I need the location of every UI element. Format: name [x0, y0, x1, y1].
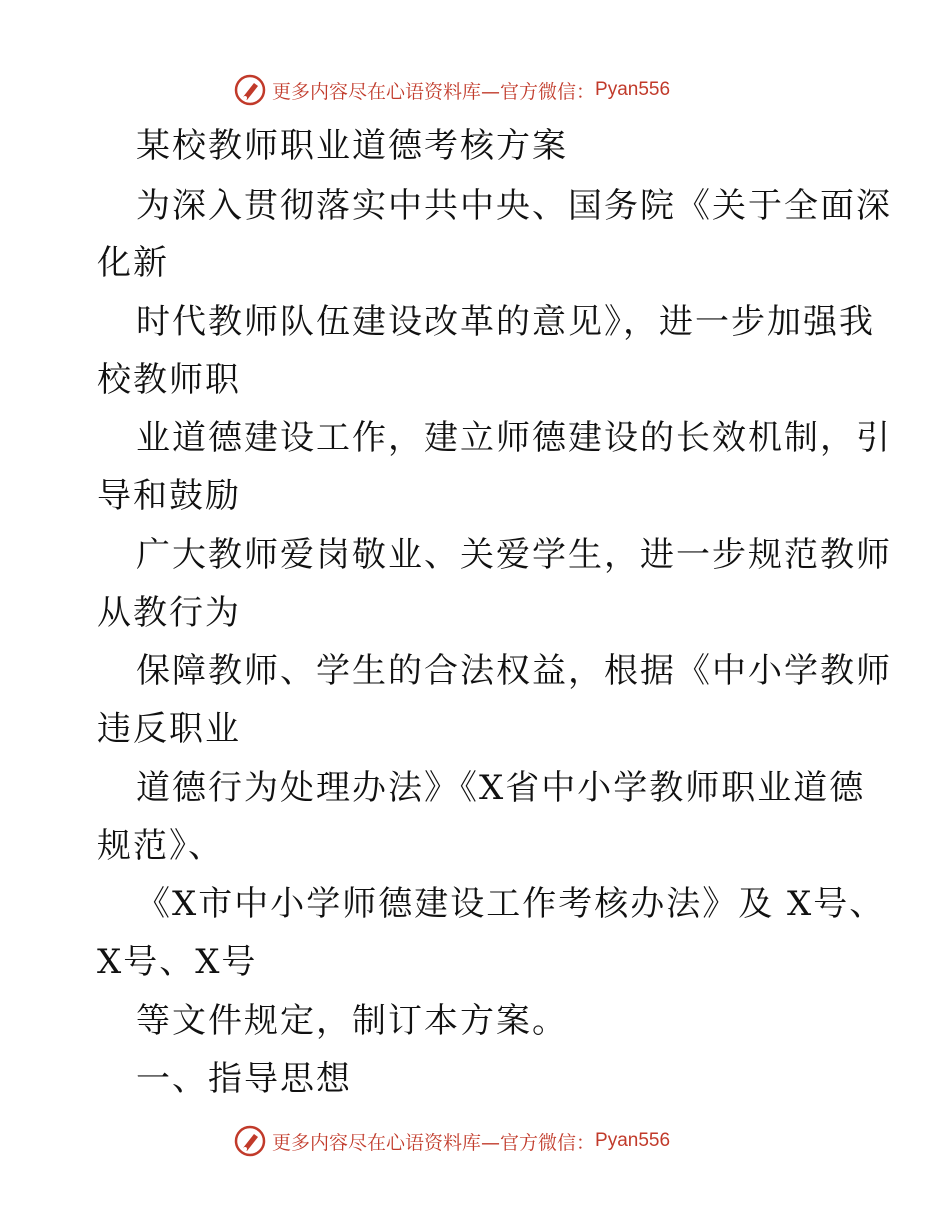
- pen-logo-icon: [234, 74, 266, 106]
- paragraph-line: 校教师职: [97, 360, 241, 400]
- paragraph-line: 规范》、: [97, 826, 224, 866]
- paragraph-line: X号、X号: [97, 942, 258, 982]
- paragraph-line: 《X市中小学师德建设工作考核办法》及 X号、: [136, 884, 886, 924]
- paragraph-line: 为深入贯彻落实中共中央、国务院《关于全面深: [136, 186, 892, 226]
- paragraph-line: 业道德建设工作，建立师德建设的长效机制，引: [136, 418, 892, 458]
- paragraph-line: 道德行为处理办法》《X省中小学教师职业道德: [136, 768, 866, 808]
- paragraph-line: 违反职业: [97, 709, 241, 749]
- banner-text: 更多内容尽在心语资料库—官方微信：: [272, 80, 596, 103]
- paragraph-line: 化新: [97, 243, 169, 283]
- section-heading: 一、指导思想: [136, 1059, 352, 1099]
- footer-banner: [234, 1124, 670, 1158]
- wechat-id: Pyan556: [595, 1130, 671, 1151]
- paragraph-line: 从教行为: [97, 593, 241, 633]
- paragraph-line: 时代教师队伍建设改革的意见》，进一步加强我: [136, 302, 875, 342]
- wechat-id: Pyan556: [595, 79, 671, 100]
- pen-logo-icon: [234, 1125, 266, 1157]
- paragraph-line: 等文件规定，制订本方案。: [136, 1001, 568, 1041]
- paragraph-line: 导和鼓励: [97, 476, 241, 516]
- paragraph-line: 广大教师爱岗敬业、关爱学生，进一步规范教师: [136, 535, 892, 575]
- document-title: 某校教师职业道德考核方案: [136, 126, 568, 166]
- banner-text: 更多内容尽在心语资料库—官方微信：: [272, 1131, 596, 1154]
- paragraph-line: 保障教师、学生的合法权益，根据《中小学教师: [136, 651, 892, 691]
- header-banner: [234, 73, 670, 107]
